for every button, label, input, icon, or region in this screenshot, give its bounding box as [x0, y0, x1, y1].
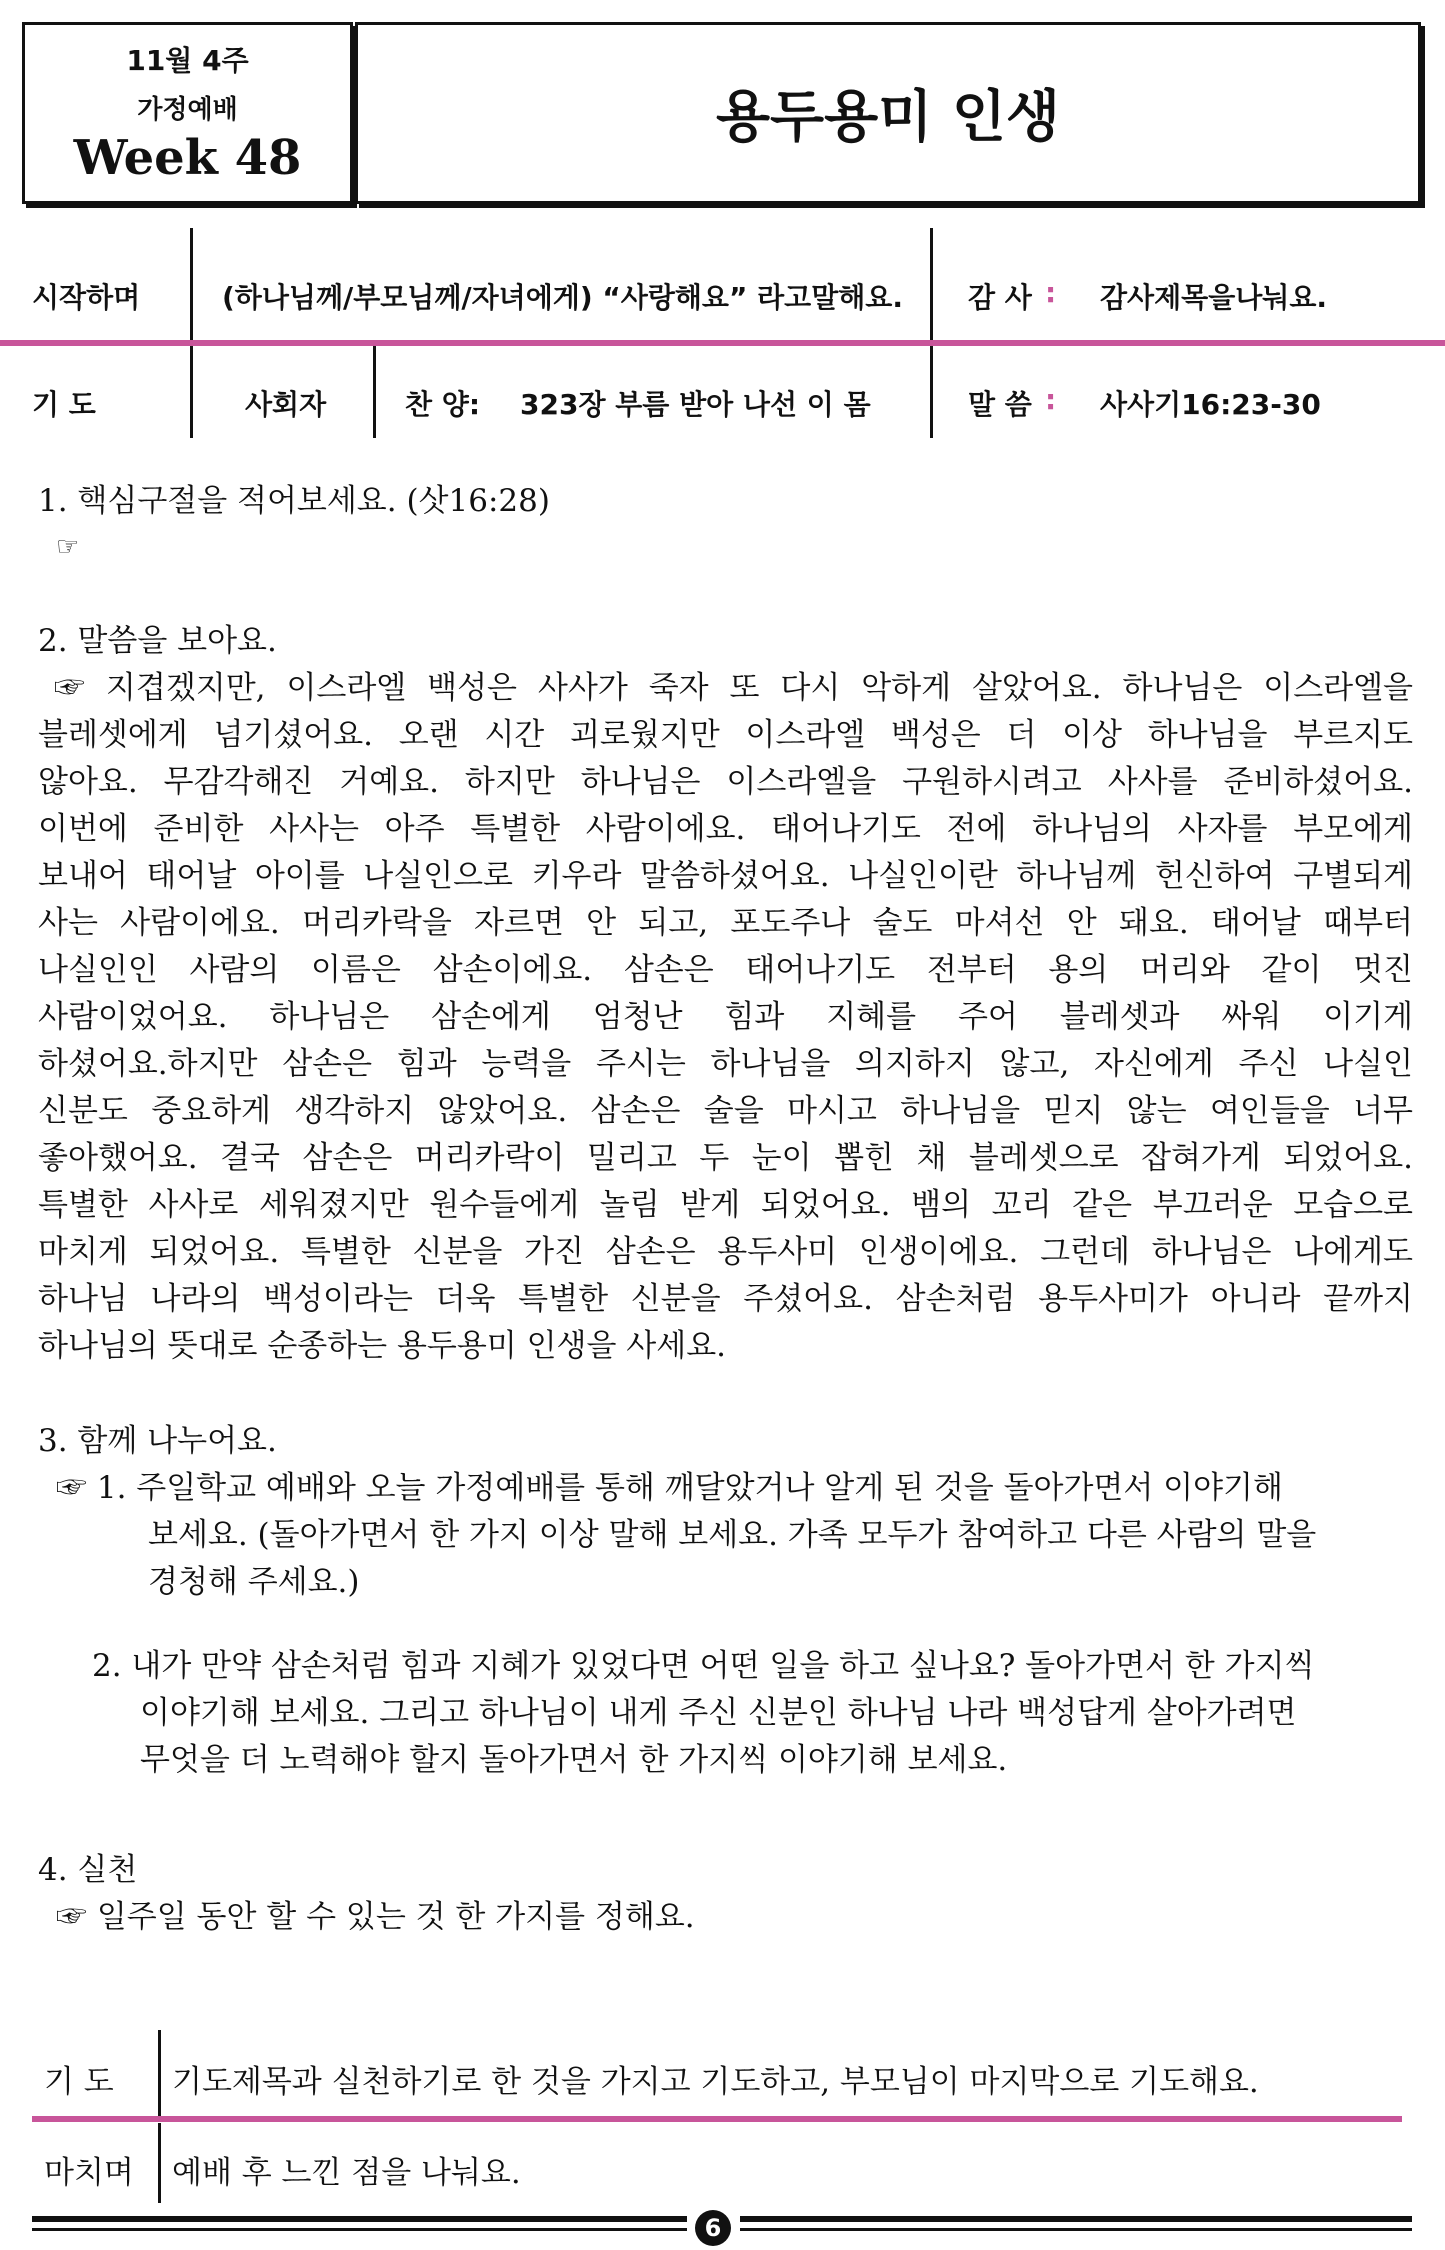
footer-rule: [32, 2228, 687, 2231]
body-line: 하셨어요.하지만 삼손은 힘과 능력을 주시는 하나님을 의지하지 않고, 자신에게 주신 나실인: [38, 1046, 1413, 1082]
body-line: 나실인인 사람의 이름은 삼손이에요. 삼손은 태어나기도 전부터 용의 머리와 같이 멋진: [38, 952, 1413, 988]
body-line: 특별한 사사로 세워졌지만 원수들에게 놀림 받게 되었어요. 뱀의 꼬리 같은 부끄러운 모습으로: [38, 1187, 1413, 1223]
question-2-line: 이야기해 보세요. 그리고 하나님이 내게 주신 신분인 하나님 나라 백성답게 살아가려면: [140, 1695, 1297, 1731]
footer-rule: [32, 2216, 687, 2222]
body-line: 좋아했어요. 결국 삼손은 머리카락이 밀리고 두 눈이 뽑힌 채 블레셋으로 잡혀가게 되었어요.: [38, 1140, 1413, 1176]
divider: [930, 345, 933, 438]
section-4-title: 4. 실천: [38, 1852, 138, 1888]
closing-prayer-label: 기 도: [44, 2064, 114, 2100]
practice-line: ☞ 일주일 동안 할 수 있는 것 한 가지를 정해요.: [56, 1899, 695, 1935]
body-line: 마치게 되었어요. 특별한 신분을 가진 삼손은 용두사미 인생이에요. 그런데 하나님은 나에게도: [38, 1234, 1413, 1270]
body-line: 사는 사람이에요. 머리카락을 자르면 안 되고, 포도주나 술도 마셔선 안 돼요. 태어날 때부터: [38, 905, 1413, 941]
question-1-line: ☞ 1. 주일학교 예배와 오늘 가정예배를 통해 깨달았거나 알게 된 것을 돌아가면서 이야기해: [56, 1470, 1283, 1506]
section-2-title: 2. 말씀을 보아요.: [38, 623, 277, 659]
section-3-title: 3. 함께 나누어요.: [38, 1423, 277, 1459]
body-line: 블레셋에게 넘기셨어요. 오랜 시간 괴로웠지만 이스라엘 백성은 더 이상 하나님을 부르지도: [38, 717, 1413, 753]
prayer-label: 기 도: [32, 388, 96, 421]
leader-label: 사회자: [245, 388, 327, 421]
week-box: [22, 22, 353, 204]
thanks-label: 감 사: [968, 281, 1032, 314]
pink-divider: [32, 2116, 1402, 2122]
word-colon: :: [1045, 383, 1057, 416]
start-label: 시작하며: [32, 281, 141, 314]
footer-rule: [740, 2228, 1412, 2231]
start-text: (하나님께/부모님께/자녀에게) “사랑해요” 라고말해요.: [222, 281, 903, 314]
question-1-line: 보세요. (돌아가면서 한 가지 이상 말해 보세요. 가족 모두가 참여하고 다른 사람의 말을: [148, 1517, 1317, 1553]
title-box: [355, 22, 1421, 204]
question-2-line: 무엇을 더 노력해야 할지 돌아가면서 한 가지씩 이야기해 보세요.: [140, 1742, 1008, 1778]
body-line: ☞ 지겹겠지만, 이스라엘 백성은 사사가 죽자 또 다시 악하게 살았어요. 하나님은 이스라엘을: [54, 670, 1413, 706]
body-line: 하나님의 뜻대로 순종하는 용두용미 인생을 사세요.: [38, 1328, 726, 1364]
divider: [158, 2123, 161, 2203]
body-line: 않아요. 무감각해진 거예요. 하지만 하나님은 이스라엘을 구원하시려고 사사를 준비하셨어요.: [38, 764, 1413, 800]
body-line: 신분도 중요하게 생각하지 않았어요. 삼손은 술을 마시고 하나님을 믿지 않는 여인들을 너무: [38, 1093, 1413, 1129]
divider: [190, 228, 193, 340]
page-title: 용두용미 인생: [715, 85, 1061, 150]
question-2-line: 2. 내가 만약 삼손처럼 힘과 지혜가 있었다면 어떤 일을 하고 싶나요? 돌아가면서 한 가지씩: [92, 1648, 1315, 1684]
word-text: 사사기16:23-30: [1100, 388, 1321, 421]
word-label: 말 씀: [968, 388, 1032, 421]
question-1-line: 경청해 주세요.): [148, 1564, 360, 1600]
closing-prayer-text: 기도제목과 실천하기로 한 것을 가지고 기도하고, 부모님이 마지막으로 기도해요.: [172, 2064, 1259, 2100]
body-line: 하나님 나라의 백성이라는 더욱 특별한 신분을 주셨어요. 삼손처럼 용두사미가 아니라 끝까지: [38, 1281, 1413, 1317]
closing-text: 예배 후 느낀 점을 나눠요.: [172, 2155, 521, 2191]
closing-label: 마치며: [44, 2155, 134, 2191]
divider: [158, 2030, 161, 2116]
page-number: 6: [695, 2210, 731, 2246]
section-1-title: 1. 핵심구절을 적어보세요. (삿16:28): [38, 483, 550, 519]
body-line: 이번에 준비한 사사는 아주 특별한 사람이에요. 태어나기도 전에 하나님의 사자를 부모에게: [38, 811, 1413, 847]
body-line: 보내어 태어날 아이를 나실인으로 키우라 말씀하셨어요. 나실인이란 하나님께 헌신하여 구별되게: [38, 858, 1413, 894]
footer-rule: [740, 2216, 1412, 2222]
thanks-text: 감사제목을나눠요.: [1100, 281, 1328, 314]
divider: [373, 345, 376, 438]
body-line: 사람이었어요. 하나님은 삼손에게 엄청난 힘과 지혜를 주어 블레셋과 싸워 이기게: [38, 999, 1413, 1035]
divider: [930, 228, 933, 340]
week-date: 11월 4주: [126, 44, 249, 77]
pointer-icon: ☞: [56, 532, 80, 562]
thanks-colon: :: [1045, 276, 1057, 309]
divider: [190, 345, 193, 438]
hymn-text: 323장 부름 받아 나선 이 몸: [520, 388, 871, 421]
week-type: 가정예배: [137, 95, 238, 125]
week-number: Week 48: [73, 130, 302, 186]
hymn-label: 찬 양:: [405, 388, 481, 421]
pink-divider: [0, 340, 1445, 346]
